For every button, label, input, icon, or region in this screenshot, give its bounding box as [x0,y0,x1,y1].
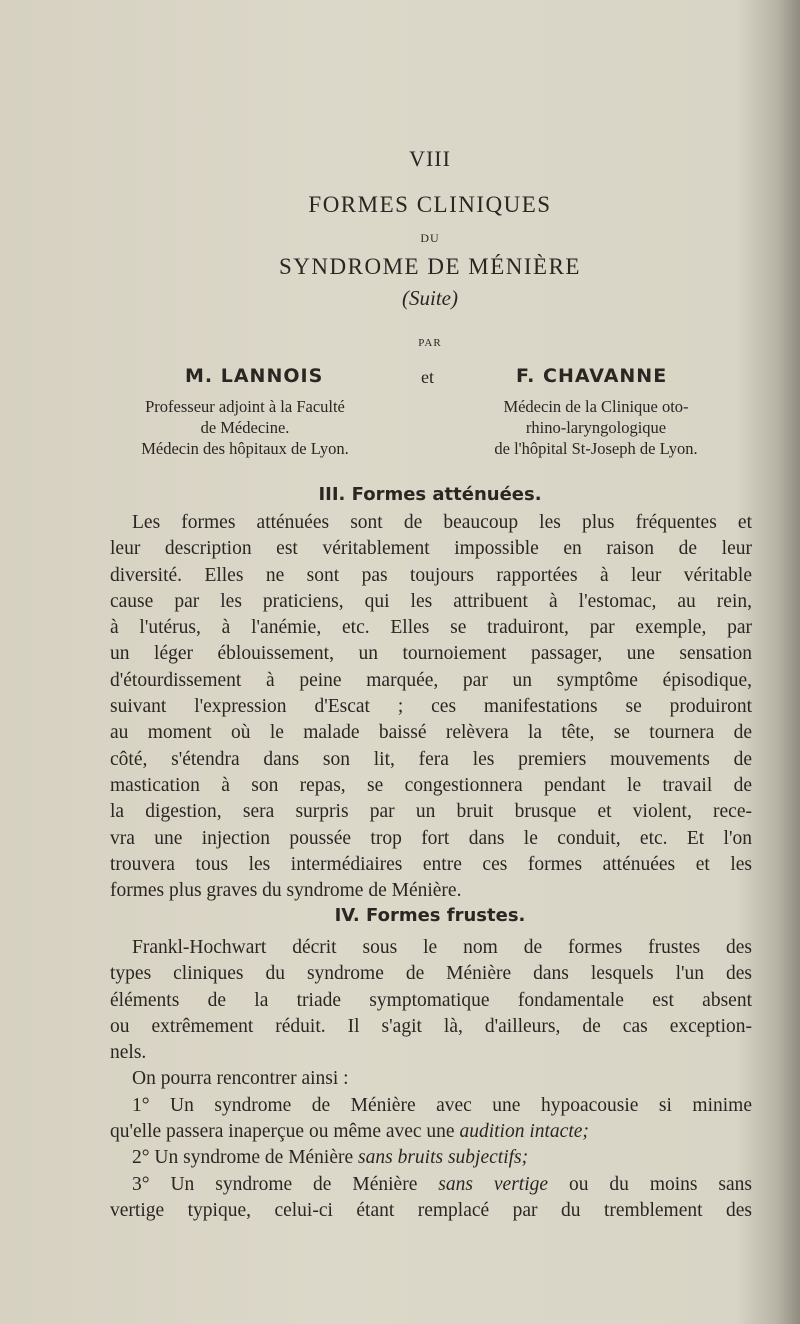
text-line: 1° Un syndrome de Ménière avec une hypoacousie si minime [132,1094,752,1116]
text-line: mastication à son repas, se congestionnera pendant le travail de [110,774,752,796]
affil-line: Professeur adjoint à la Faculté [145,397,345,416]
text-line: vertige typique, celui-ci étant remplacé par du tremblement des [110,1199,752,1221]
affil-line: de l'hôpital St-Joseph de Lyon. [494,439,698,458]
text-line: suivant l'expression d'Escat ; ces manifestations se produiront [110,696,752,718]
text-line: à l'utérus, à l'anémie, etc. Elles se traduiront, par exemple, par [110,617,752,639]
emphasis-text: sans vertige [438,1173,549,1195]
text-line: au moment où le malade baissé relèvera la tête, se tournera de [110,722,752,744]
text-run: 2° Un syndrome de Ménière [132,1147,354,1169]
by-label: PAR [418,337,442,349]
author-left-affiliation [95,396,395,459]
text-line: cause par les praticiens, qui les attribuent à l'estomac, au rein, [110,590,752,612]
affil-line: de Médecine. [200,418,290,437]
section-3-heading: III. Formes atténuées. [318,484,542,505]
text-line: côté, s'étendra dans son lit, fera les premiers mouvements de [110,748,752,770]
text-line [110,1172,752,1198]
text-run: ou du moins sans [568,1173,753,1195]
text-line: On pourra rencontrer ainsi : [132,1068,349,1090]
section-3-body [110,510,752,904]
text-run: 3° Un syndrome de Ménière [132,1173,418,1195]
text-line [110,1119,752,1145]
text-line: formes plus graves du syndrome de Ménière. [110,880,462,902]
text-line: diversité. Elles ne sont pas toujours rapportées à leur véritable [110,564,752,586]
author-left-name: M. LANNOIS [185,365,324,387]
author-right-affiliation [446,396,746,459]
title-du: DU [420,231,440,245]
text-line: d'étourdissement à peine marquée, par un symptôme épisodique, [110,669,752,691]
text-run: qu'elle passera inaperçue ou même avec une [110,1121,455,1143]
affil-line: Médecin de la Clinique oto- [503,397,689,416]
affil-line: rhino-laryngologique [525,418,667,437]
title-line-2: SYNDROME DE MÉNIÈRE [279,254,581,279]
emphasis-text: audition intacte; [459,1121,589,1143]
section-4-heading: IV. Formes frustes. [334,905,526,926]
text-line: éléments de la triade symptomatique fondamentale est absent [110,989,752,1011]
text-line: la digestion, sera surpris par un bruit brusque et violent, rece- [110,801,752,823]
title-line-1: FORMES CLINIQUES [308,192,552,217]
chapter-number: VIII [409,146,451,171]
text-line: types cliniques du syndrome de Ménière dans lesquels l'un des [110,963,752,985]
text-line: un léger éblouissement, un tournoiement passager, une sensation [110,643,752,665]
text-line: trouvera tous les intermédiaires entre ces formes atténuées et les [110,853,752,875]
emphasis-text: sans bruits subjectifs; [358,1147,529,1169]
text-line: nels. [110,1042,147,1064]
text-line: vra une injection poussée trop fort dans le conduit, etc. Et l'on [110,827,752,849]
author-right-name: F. CHAVANNE [516,365,668,387]
text-line: Les formes atténuées sont de beaucoup les plus fréquentes et [132,512,752,533]
text-line [110,1145,752,1171]
title-suite: (Suite) [402,286,458,310]
section-4-body [110,935,752,1224]
affil-line: Médecin des hôpitaux de Lyon. [141,439,349,458]
text-line: Frankl-Hochwart décrit sous le nom de formes frustes des [132,937,752,958]
text-line: ou extrêmement réduit. Il s'agit là, d'ailleurs, de cas exception- [110,1015,752,1037]
author-conjunction: et [421,367,434,387]
text-line: leur description est véritablement impossible en raison de leur [110,538,752,560]
